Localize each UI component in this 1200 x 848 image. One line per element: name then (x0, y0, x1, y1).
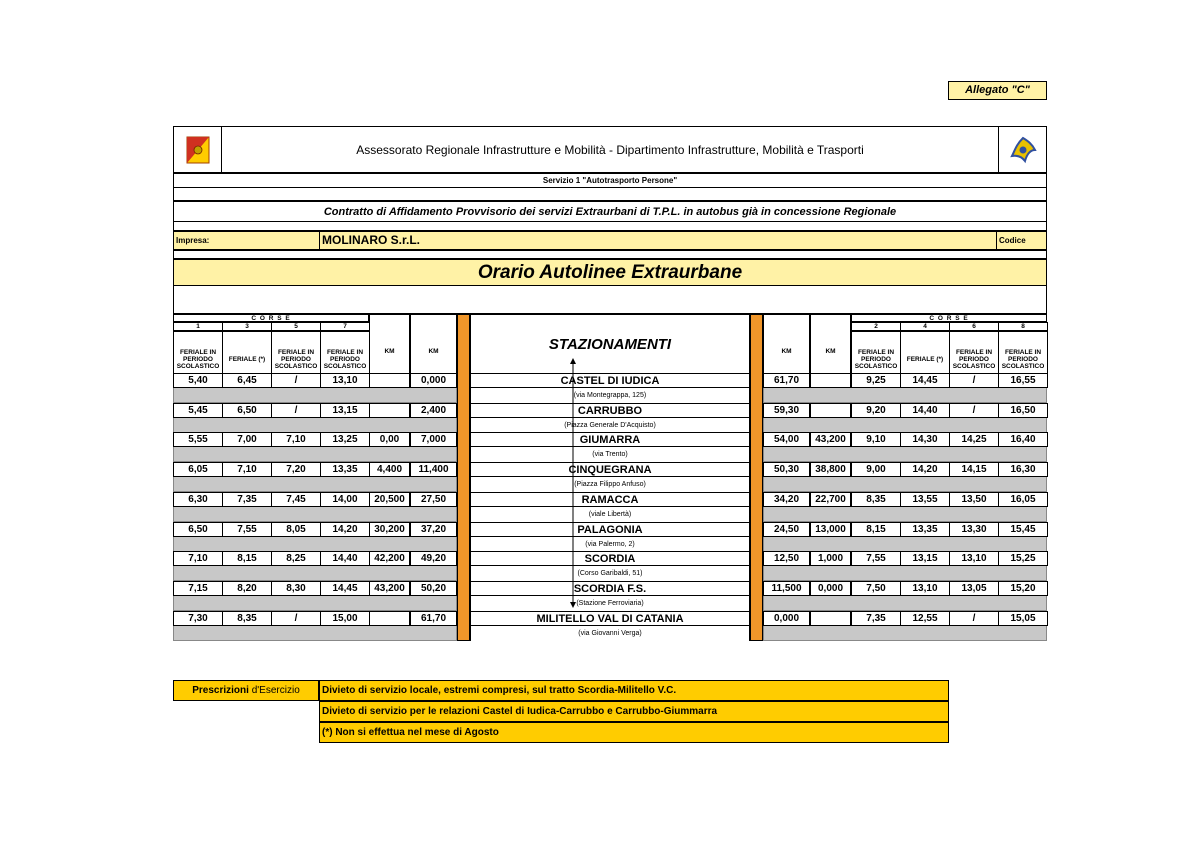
time-cell: 15,25 (998, 551, 1048, 566)
time-cell: 8,30 (271, 581, 321, 596)
time-cell: 12,55 (900, 611, 950, 626)
time-cell: / (949, 403, 999, 418)
time-cell: 13,25 (320, 432, 370, 447)
km-cell: 1,000 (810, 551, 851, 566)
time-cell: 13,15 (320, 403, 370, 418)
station-address: (via Montegrappa, 125) (470, 388, 750, 403)
km-cell: 0,000 (410, 373, 457, 388)
time-cell: 6,50 (222, 403, 272, 418)
trinacria-logo (998, 127, 1046, 172)
corse-label-left: C O R S E (173, 314, 369, 322)
time-cell: 5,40 (173, 373, 223, 388)
time-cell: / (271, 611, 321, 626)
time-cell: 7,35 (851, 611, 901, 626)
header-title: Assessorato Regionale Infrastrutture e Mobilità - Dipartimento Infrastrutture, Mobilità e Trasporti (356, 142, 864, 157)
km-header: KM (410, 314, 457, 388)
allegato-label: Allegato "C" (948, 81, 1047, 100)
station-name: GIUMARRA (470, 432, 750, 447)
time-cell: 8,15 (851, 522, 901, 537)
time-cell: 14,45 (320, 581, 370, 596)
header-box (173, 126, 1047, 173)
km-cell (369, 403, 410, 418)
corsa-number: 6 (949, 322, 999, 331)
station-address: (Stazione Ferroviaria) (470, 596, 750, 611)
time-cell: 14,40 (320, 551, 370, 566)
corsa-type: FERIALE IN PERIODO SCOLASTICO (320, 331, 370, 388)
km-cell: 24,50 (763, 522, 810, 537)
time-cell: 13,10 (900, 581, 950, 596)
time-cell: 15,45 (998, 522, 1048, 537)
time-cell: 7,20 (271, 462, 321, 477)
km-cell: 61,70 (763, 373, 810, 388)
km-cell: 13,000 (810, 522, 851, 537)
corsa-type: FERIALE (*) (222, 331, 272, 388)
orange-separator (457, 314, 470, 641)
impresa-row (173, 231, 1047, 250)
time-cell: 7,35 (222, 492, 272, 507)
km-cell: 22,700 (810, 492, 851, 507)
corsa-type: FERIALE IN PERIODO SCOLASTICO (851, 331, 901, 388)
station-name: CARRUBBO (470, 403, 750, 418)
km-cell: 59,30 (763, 403, 810, 418)
impresa-name: MOLINARO S.r.L. (319, 232, 849, 249)
time-cell: 16,40 (998, 432, 1048, 447)
km-cell (369, 611, 410, 626)
corsa-type: FERIALE (*) (900, 331, 950, 388)
time-cell: 7,55 (222, 522, 272, 537)
grey-band (173, 418, 457, 433)
spacer-row (173, 222, 1047, 231)
time-cell: 8,05 (271, 522, 321, 537)
grey-band (173, 388, 457, 403)
codice-label: Codice (996, 232, 1046, 249)
time-cell: 7,00 (222, 432, 272, 447)
orange-separator (750, 314, 763, 641)
grey-band (763, 566, 1047, 581)
station-address: (Piazza Filippo Anfuso) (470, 477, 750, 492)
km-cell: 7,000 (410, 432, 457, 447)
corsa-number: 2 (851, 322, 901, 331)
prescrizioni-label-rest: d'Esercizio (248, 685, 300, 696)
grey-band (173, 477, 457, 492)
time-cell: 6,05 (173, 462, 223, 477)
km-cell: 20,500 (369, 492, 410, 507)
time-cell: 16,30 (998, 462, 1048, 477)
km-header: KM (369, 314, 410, 388)
time-cell: 13,15 (900, 551, 950, 566)
km-cell: 34,20 (763, 492, 810, 507)
time-cell: 7,55 (851, 551, 901, 566)
direction-arrow-icon (568, 358, 578, 608)
time-cell: 9,10 (851, 432, 901, 447)
time-cell: 7,10 (271, 432, 321, 447)
time-cell: 7,10 (173, 551, 223, 566)
corsa-type: FERIALE IN PERIODO SCOLASTICO (173, 331, 223, 388)
spacer-row (173, 250, 1047, 259)
station-name: CINQUEGRANA (470, 462, 750, 477)
prescrizione-item: Divieto di servizio locale, estremi compresi, sul tratto Scordia-Militello V.C. (319, 680, 949, 701)
time-cell: 14,25 (949, 432, 999, 447)
km-cell (810, 373, 851, 388)
time-cell: 9,20 (851, 403, 901, 418)
time-cell: 16,50 (998, 403, 1048, 418)
km-header: KM (763, 314, 810, 388)
prescrizione-item: (*) Non si effettua nel mese di Agosto (319, 722, 949, 743)
corsa-number: 7 (320, 322, 370, 331)
time-cell: 14,15 (949, 462, 999, 477)
time-cell: 13,30 (949, 522, 999, 537)
time-cell: / (949, 373, 999, 388)
time-cell: 8,25 (271, 551, 321, 566)
km-cell: 12,50 (763, 551, 810, 566)
km-cell: 42,200 (369, 551, 410, 566)
station-name: PALAGONIA (470, 522, 750, 537)
time-cell: / (271, 373, 321, 388)
corsa-type: FERIALE IN PERIODO SCOLASTICO (998, 331, 1048, 388)
time-cell: 7,50 (851, 581, 901, 596)
time-cell: 15,00 (320, 611, 370, 626)
station-name: SCORDIA F.S. (470, 581, 750, 596)
time-cell: 16,05 (998, 492, 1048, 507)
time-cell: 7,30 (173, 611, 223, 626)
km-cell: 2,400 (410, 403, 457, 418)
station-address: (viale Libertà) (470, 507, 750, 522)
time-cell: 8,15 (222, 551, 272, 566)
impresa-label: Impresa: (176, 236, 210, 245)
grey-band (173, 626, 457, 641)
km-cell: 49,20 (410, 551, 457, 566)
km-cell: 54,00 (763, 432, 810, 447)
prescrizioni-label-bold: Prescrizioni (192, 685, 249, 696)
corsa-number: 1 (173, 322, 223, 331)
time-cell: 13,10 (320, 373, 370, 388)
grey-band (763, 388, 1047, 403)
time-cell: 14,00 (320, 492, 370, 507)
time-cell: 16,55 (998, 373, 1048, 388)
km-cell (369, 373, 410, 388)
station-address: (via Palermo, 2) (470, 537, 750, 552)
time-cell: 14,20 (320, 522, 370, 537)
station-address: (Piazza Generale D'Acquisto) (470, 418, 750, 433)
km-cell: 30,200 (369, 522, 410, 537)
time-cell: 7,45 (271, 492, 321, 507)
grey-band (173, 447, 457, 462)
station-name: SCORDIA (470, 551, 750, 566)
station-name: MILITELLO VAL DI CATANIA (470, 611, 750, 626)
time-cell: 14,30 (900, 432, 950, 447)
contratto-band: Contratto di Affidamento Provvisorio dei servizi Extraurbani di T.P.L. in autobus già in concessione Regionale (173, 201, 1047, 222)
time-cell: 7,10 (222, 462, 272, 477)
time-cell: 13,10 (949, 551, 999, 566)
grey-band (763, 477, 1047, 492)
grey-band (763, 507, 1047, 522)
time-cell: 13,55 (900, 492, 950, 507)
time-cell: 5,45 (173, 403, 223, 418)
grey-band (763, 537, 1047, 552)
prescrizioni-label (173, 680, 319, 701)
grey-band (763, 418, 1047, 433)
corse-label-right: C O R S E (851, 314, 1047, 322)
time-cell: 9,00 (851, 462, 901, 477)
grey-band (173, 507, 457, 522)
sicily-flag-logo (174, 127, 222, 172)
km-cell: 50,30 (763, 462, 810, 477)
km-cell: 0,00 (369, 432, 410, 447)
time-cell: 8,35 (851, 492, 901, 507)
time-cell: 6,45 (222, 373, 272, 388)
time-cell: 8,35 (222, 611, 272, 626)
km-cell: 0,000 (810, 581, 851, 596)
time-cell: / (949, 611, 999, 626)
grey-band (763, 626, 1047, 641)
time-cell: 14,20 (900, 462, 950, 477)
km-cell: 11,500 (763, 581, 810, 596)
stazionamenti-header: STAZIONAMENTI (470, 314, 750, 373)
time-cell: 13,35 (320, 462, 370, 477)
km-cell: 37,20 (410, 522, 457, 537)
km-cell (810, 403, 851, 418)
km-cell: 61,70 (410, 611, 457, 626)
grey-band (763, 447, 1047, 462)
km-cell: 0,000 (763, 611, 810, 626)
station-name: RAMACCA (470, 492, 750, 507)
grey-band (173, 566, 457, 581)
time-cell: 13,05 (949, 581, 999, 596)
station-address: (Corso Garibaldi, 51) (470, 566, 750, 581)
time-cell: 9,25 (851, 373, 901, 388)
km-cell: 43,200 (810, 432, 851, 447)
time-cell: 6,50 (173, 522, 223, 537)
time-cell: 14,40 (900, 403, 950, 418)
km-cell (810, 611, 851, 626)
time-cell: 14,45 (900, 373, 950, 388)
prescrizione-item: Divieto di servizio per le relazioni Castel di Iudica-Carrubbo e Carrubbo-Giummarra (319, 701, 949, 722)
km-cell: 27,50 (410, 492, 457, 507)
km-cell: 43,200 (369, 581, 410, 596)
station-address: (via Giovanni Verga) (470, 626, 750, 641)
corsa-number: 8 (998, 322, 1048, 331)
corsa-type: FERIALE IN PERIODO SCOLASTICO (949, 331, 999, 388)
orario-title: Orario Autolinee Extraurbane (173, 259, 1047, 286)
spacer-row (173, 188, 1047, 201)
corsa-number: 4 (900, 322, 950, 331)
time-cell: 5,55 (173, 432, 223, 447)
spacer-row (173, 286, 1047, 314)
time-cell: / (271, 403, 321, 418)
km-cell: 38,800 (810, 462, 851, 477)
servizio-band: Servizio 1 "Autotrasporto Persone" (173, 173, 1047, 188)
km-cell: 11,400 (410, 462, 457, 477)
corsa-number: 3 (222, 322, 272, 331)
corsa-type: FERIALE IN PERIODO SCOLASTICO (271, 331, 321, 388)
corsa-number: 5 (271, 322, 321, 331)
station-address: (via Trento) (470, 447, 750, 462)
time-cell: 13,35 (900, 522, 950, 537)
km-cell: 50,20 (410, 581, 457, 596)
time-cell: 7,15 (173, 581, 223, 596)
time-cell: 15,05 (998, 611, 1048, 626)
time-cell: 8,20 (222, 581, 272, 596)
grey-band (173, 537, 457, 552)
grey-band (763, 596, 1047, 611)
time-cell: 15,20 (998, 581, 1048, 596)
station-name: CASTEL DI IUDICA (470, 373, 750, 388)
km-header: KM (810, 314, 851, 388)
time-cell: 6,30 (173, 492, 223, 507)
grey-band (173, 596, 457, 611)
time-cell: 13,50 (949, 492, 999, 507)
km-cell: 4,400 (369, 462, 410, 477)
